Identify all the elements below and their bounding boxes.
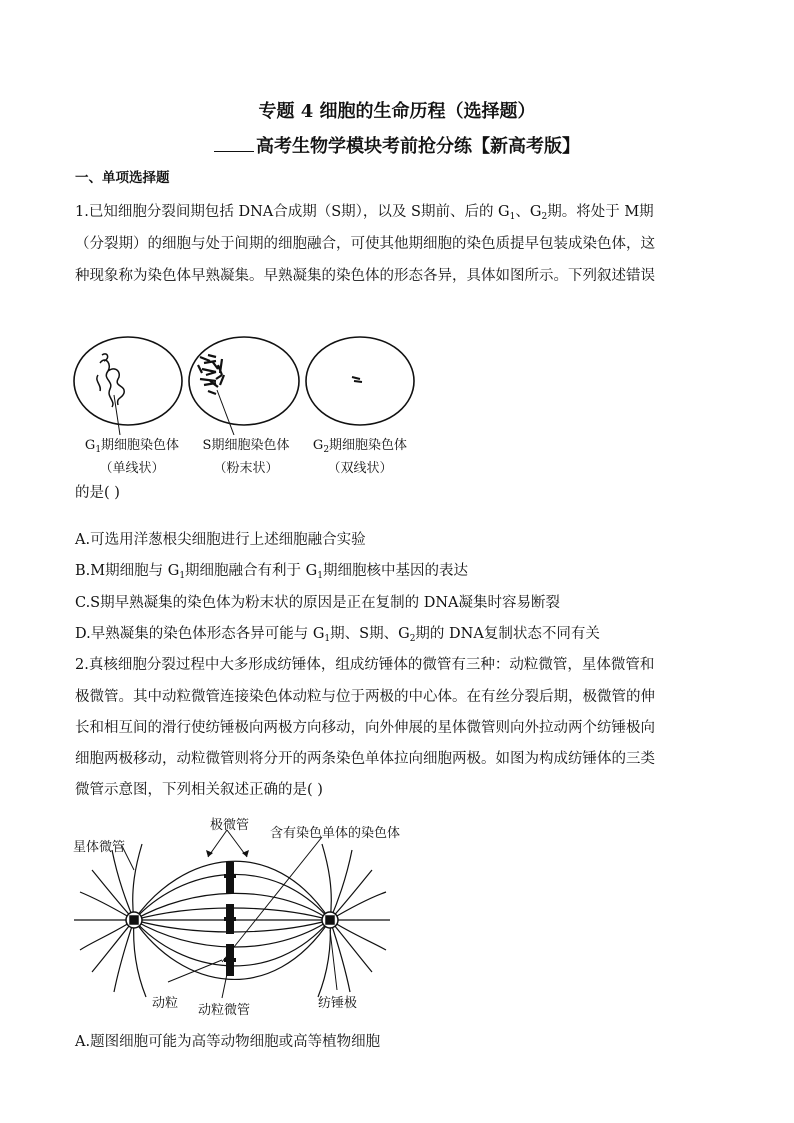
- polar-mt-label: 极微管: [210, 818, 250, 833]
- q1-stem-tail: 的是( ): [75, 485, 120, 501]
- astral-mt-label: 星体微管: [73, 840, 126, 855]
- chromosome-bars: [224, 862, 236, 976]
- spindle-figure: [72, 812, 442, 1027]
- page-title: 专题 4 细胞的生命历程（选择题）: [258, 101, 536, 122]
- cell-fusion-figure: [72, 335, 418, 435]
- g2-label: $G_2$期细胞染色体: [312, 438, 408, 455]
- q1-option-b[interactable]: B.M期细胞与 $G_1$期细胞融合有利于 $G_1$期细胞核中基因的表达: [75, 563, 468, 581]
- q2-stem-line-1: 2.真核细胞分裂过程中大多形成纺锤体，组成纺锤体的微管有三种：动粒微管，星体微管和: [75, 657, 655, 673]
- g2-shape-label: （双线状）: [327, 461, 393, 476]
- q2-stem-line-3: 长和相互间的滑行使纺锤极向两极方向移动，向外伸展的星体微管则向外拉动两个纺锤极向: [75, 720, 655, 736]
- subtitle-underline: [214, 137, 254, 152]
- q1-option-d[interactable]: D.早熟凝集的染色体形态各异可能与 $G_1$期、S期、$G_2$期的 DNA复制状态不同有关: [75, 626, 600, 644]
- kinetochore-label: 动粒: [152, 996, 179, 1011]
- s-shape-label: （粉末状）: [213, 461, 279, 476]
- kinetochore-mt-label: 动粒微管: [198, 1003, 251, 1018]
- s-cell: [189, 337, 299, 435]
- spindle-pole-label: 纺锤极: [318, 996, 358, 1011]
- chromosome-label: 含有染色单体的染色体: [270, 826, 401, 841]
- subtitle-text: 高考生物学模块考前抢分练【新高考版】: [256, 136, 580, 157]
- q2-stem-line-4: 细胞两极移动，动粒微管则将分开的两条染色单体拉向细胞两极。如图为构成纺锤体的三类: [75, 751, 655, 767]
- g1-label: $G_1$期细胞染色体: [84, 438, 180, 455]
- section-heading: 一、单项选择题: [75, 170, 170, 186]
- g2-cell: [306, 337, 414, 425]
- s-label: S期细胞染色体: [202, 438, 290, 453]
- q1-stem-line-1: 1.已知细胞分裂间期包括 DNA合成期（S期），以及 S期前、后的 $G_1$、$G_2$期。将处于 M期: [75, 204, 654, 222]
- q1-option-c[interactable]: C.S期早熟凝集的染色体为粉末状的原因是正在复制的 DNA凝集时容易断裂: [75, 595, 561, 611]
- q1-option-a[interactable]: A.可选用洋葱根尖细胞进行上述细胞融合实验: [75, 532, 366, 548]
- page-subtitle: [0, 132, 794, 158]
- g1-cell: [74, 337, 182, 435]
- q2-option-a[interactable]: A.题图细胞可能为高等动物细胞或高等植物细胞: [75, 1034, 381, 1050]
- q2-stem-line-5: 微管示意图，下列相关叙述正确的是( ): [75, 782, 323, 798]
- q1-stem-line-2: （分裂期）的细胞与处于间期的细胞融合，可使其他期细胞的染色质提早包装成染色体，这: [75, 236, 655, 252]
- g1-shape-label: （单线状）: [99, 461, 165, 476]
- q1-stem-line-3: 种现象称为染色体早熟凝集。早熟凝集的染色体的形态各异，具体如图所示。下列叙述错误: [75, 268, 655, 284]
- q2-stem-line-2: 极微管。其中动粒微管连接染色体动粒与位于两极的中心体。在有丝分裂后期，极微管的伸: [75, 689, 655, 705]
